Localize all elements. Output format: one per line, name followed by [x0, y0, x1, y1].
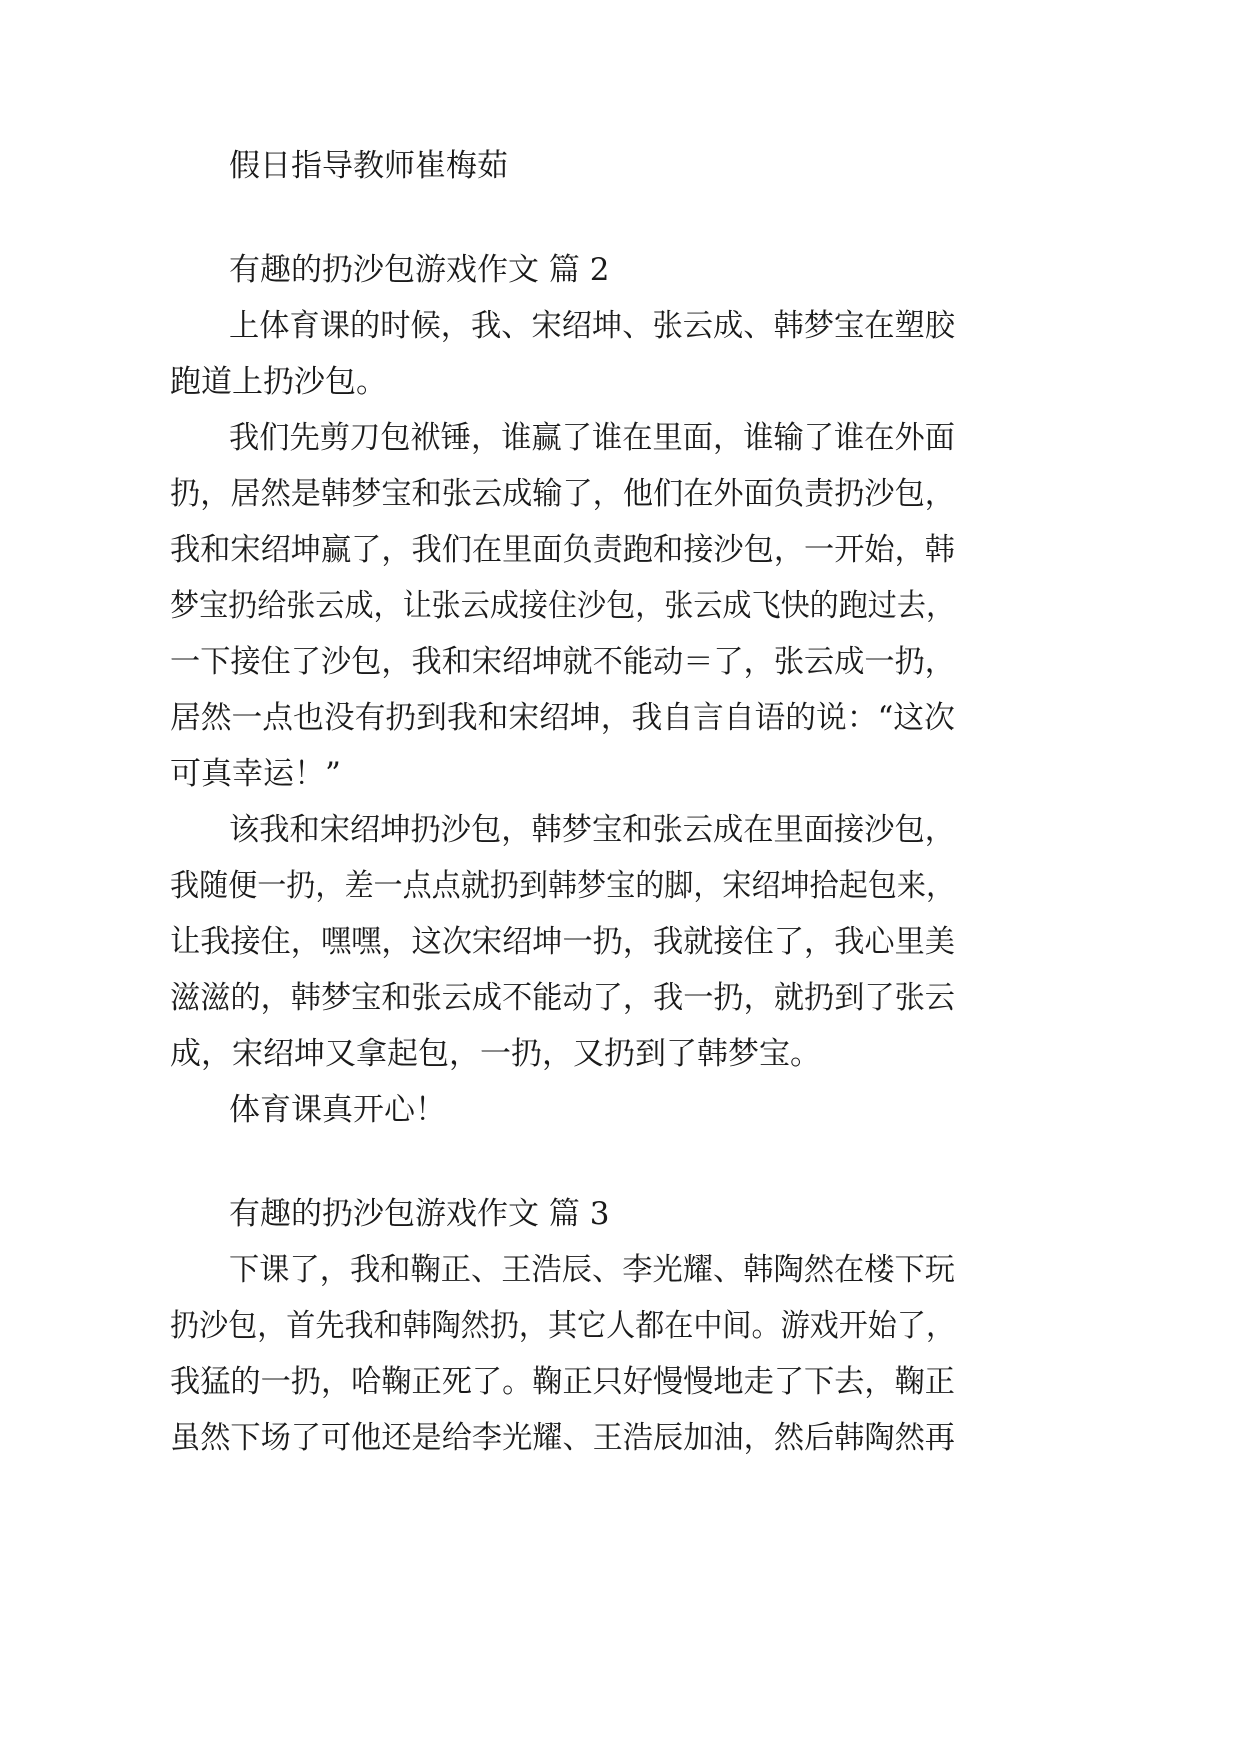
line-text: 下课了，我和鞠正、王浩辰、李光耀、韩陶然在楼下玩: [229, 1252, 955, 1288]
paragraph-line: [0, 914, 1241, 970]
paragraph-line: [0, 970, 1241, 1026]
line-text: 扔沙包，首先我和韩陶然扔，其它人都在中间。游戏开始了，: [170, 1308, 956, 1344]
paragraph-line: [0, 858, 1241, 914]
heading-text: 有趣的扔沙包游戏作文 篇 3: [229, 1196, 610, 1232]
paragraph-line: [0, 1026, 1241, 1082]
paragraph-line: [0, 522, 1241, 578]
paragraph-line: [0, 802, 1241, 858]
paragraph-line: [0, 578, 1241, 634]
paragraph-line: [0, 1242, 1241, 1298]
paragraph-line: [0, 1298, 1241, 1354]
line-text: 该我和宋绍坤扔沙包，韩梦宝和张云成在里面接沙包，: [229, 812, 955, 848]
line-text: 我们先剪刀包袱锤，谁赢了谁在里面，谁输了谁在外面: [229, 420, 955, 456]
signature-line: [0, 138, 1241, 194]
paragraph-line: [0, 1354, 1241, 1410]
line-text: 成，宋绍坤又拿起包，一扔，又扔到了韩梦宝。: [170, 1036, 821, 1072]
line-text: 体育课真开心！: [229, 1092, 446, 1128]
line-text: 梦宝扔给张云成，让张云成接住沙包，张云成飞快的跑过去，: [170, 588, 956, 624]
line-text: 虽然下场了可他还是给李光耀、王浩辰加油，然后韩陶然再: [170, 1420, 955, 1456]
line-text: 一下接住了沙包，我和宋绍坤就不能动＝了，张云成一扔，: [170, 644, 955, 680]
paragraph-line: [0, 690, 1241, 746]
line-text: 让我接住，嘿嘿，这次宋绍坤一扔，我就接住了，我心里美: [170, 924, 955, 960]
line-text: 可真幸运！”: [170, 756, 341, 792]
paragraph-line: [0, 746, 1241, 802]
paragraph-line: [0, 1082, 1241, 1138]
line-text: 跑道上扔沙包。: [170, 364, 387, 400]
section-heading-3: [0, 1186, 1241, 1242]
line-text: 我猛的一扔，哈鞠正死了。鞠正只好慢慢地走了下去，鞠正: [170, 1364, 955, 1400]
paragraph-line: [0, 298, 1241, 354]
paragraph-line: [0, 410, 1241, 466]
heading-text: 有趣的扔沙包游戏作文 篇 2: [229, 252, 610, 288]
line-text: 滋滋的，韩梦宝和张云成不能动了，我一扔，就扔到了张云: [170, 980, 955, 1016]
section-heading-2: [0, 242, 1241, 298]
line-text: 我随便一扔，差一点点就扔到韩梦宝的脚，宋绍坤拾起包来，: [170, 868, 956, 904]
paragraph-line: [0, 634, 1241, 690]
line-text: 扔，居然是韩梦宝和张云成输了，他们在外面负责扔沙包，: [170, 476, 955, 512]
paragraph-line: [0, 466, 1241, 522]
paragraph-line: [0, 1410, 1241, 1466]
paragraph-line: [0, 354, 1241, 410]
line-text: 假日指导教师崔梅茹: [229, 148, 508, 184]
line-text: 我和宋绍坤赢了，我们在里面负责跑和接沙包，一开始，韩: [170, 532, 955, 568]
line-text: 上体育课的时候，我、宋绍坤、张云成、韩梦宝在塑胶: [229, 308, 955, 344]
line-text: 居然一点也没有扔到我和宋绍坤，我自言自语的说：“这次: [170, 700, 955, 736]
